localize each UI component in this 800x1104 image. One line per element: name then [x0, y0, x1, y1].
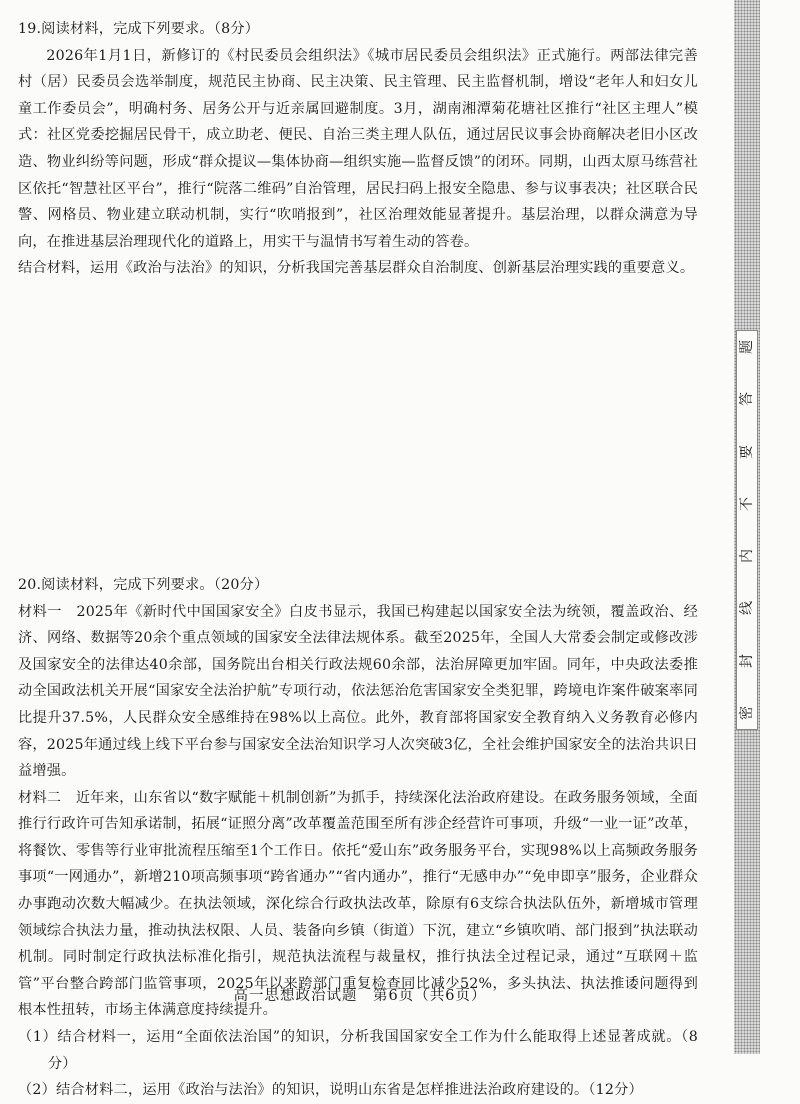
outer-margin	[766, 0, 800, 1054]
page-footer: 高一思想政治试题 第6页（共6页）	[233, 988, 487, 1004]
question-20-sub-2: （2）结合材料二，运用《政治与法治》的知识，说明山东省是怎样推进法治政府建设的。（12分）	[18, 1082, 643, 1099]
question-19-material: 2026年1月1日，新修订的《村民委员会组织法》《城市居民委员会组织法》正式施行。两部法律完善村（居）民委员会选举制度，规范民主协商、民主决策、民主管理、民主监督机制，增设“老年人和妇女儿童工作委员会”，明确村务、居务公开与近亲属回避制度。3月，湖南湘潭菊花塘社区推行“社区主理人”模式：社区党委挖掘居民骨干，成立助老、便民、自治三类主理人队伍，通过居民议事会协商解决老旧小区改造、物业纠纷等问题，形成“群众提议—集体协商—组织实施—监督反馈”的闭环。同期，山西太原马练营社区依托“智慧社区平台”，推行“院落二维码”自治管理，居民扫码上报安全隐患、参与议事表决；社区联合民警、网格员、物业建立联动机制，实行“吹哨报到”，社区治理效能显著提升。基层治理，以群众满意为导向，在推进基层治理现代化的道路上，用实干与温情书写着生动的答卷。	[18, 47, 698, 250]
seal-char: 线	[739, 601, 755, 616]
seal-char: 答	[739, 392, 755, 407]
seal-char: 内	[739, 549, 755, 564]
question-20-material-1: 材料一 2025年《新时代中国国家安全》白皮书显示，我国已构建起以国家安全法为统领，覆盖政治、经济、网络、数据等20余个重点领域的国家安全法律法规体系。截至2025年，全国人大常委会制定或修改涉及国家安全的法律达40余部，国务院出台相关行政法规60余部，法治屏障更加牢固。同年，中央政法委推动全国政法机关开展“国家安全法治护航”专项行动，依法惩治危害国家安全类犯罪，跨境电诈案件破案率同比提升37.5%，人民群众安全感维持在98%以上高位。此外，教育部将国家安全教育纳入义务教育必修内容，2025年通过线上线下平台参与国家安全法治知识学习人次突破3亿，全社会维护国家安全的法治共识日益增强。	[18, 603, 698, 780]
exam-page-content	[18, 16, 698, 1104]
answer-space	[18, 282, 698, 572]
question-20-sub-1: （1）结合材料一，运用“全面依法治国”的知识，分析我国国家安全工作为什么能取得上述显著成就。（8分）	[18, 1029, 698, 1072]
seal-line-notice	[736, 330, 758, 730]
seal-char: 封	[739, 653, 755, 668]
question-19-task: 结合材料，运用《政治与法治》的知识，分析我国完善基层群众自治制度、创新基层治理实践的重要意义。	[18, 260, 695, 277]
question-20-material-2: 材料二 近年来，山东省以“数字赋能＋机制创新”为抓手，持续深化法治政府建设。在政务服务领域，全面推行行政许可告知承诺制，拓展“证照分离”改革覆盖范围至所有涉企经营许可事项，升级“一业一证”改革，将餐饮、零售等行业审批流程压缩至1个工作日。依托“爱山东”政务服务平台，实现98%以上高频政务服务事项“一网通办”，新增210项高频事项“跨省通办”“省内通办”，推行“无感申办”“免申即享”服务，企业群众办事跑动次数大幅减少。在执法领域，深化综合行政执法改革，除原有6支综合执法队伍外，新增城市管理领域综合执法力量，推动执法权限、人员、装备向乡镇（街道）下沉，建立“乡镇吹哨、部门报到”执法联动机制。同时制定行政执法标准化指引，规范执法流程与裁量权，推行执法全过程记录，通过“互联网＋监管”平台整合跨部门监管事项，2025年以来跨部门重复检查同比减少52%，多头执法、执法推诿问题得到根本性扭转，市场主体满意度持续提升。	[18, 789, 698, 1019]
question-19-title: 19.阅读材料，完成下列要求。（8分）	[18, 21, 260, 37]
seal-char: 题	[739, 340, 755, 354]
seal-char: 密	[739, 705, 755, 720]
seal-char: 不	[739, 496, 755, 511]
question-20-title: 20.阅读材料，完成下列要求。（20分）	[18, 576, 269, 593]
seal-char: 要	[739, 444, 755, 459]
binding-margin	[726, 0, 800, 1054]
